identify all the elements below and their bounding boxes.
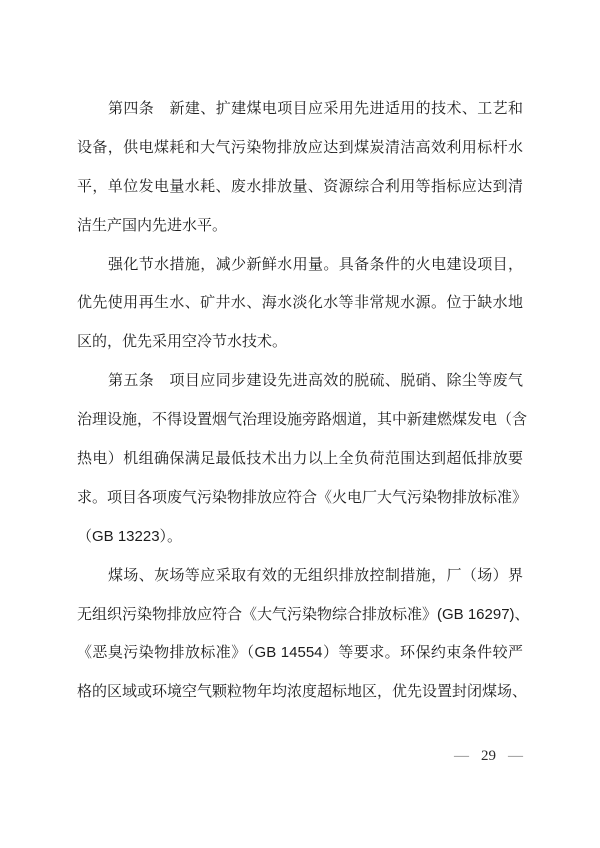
page-number	[77, 745, 523, 767]
doc-line: （GB 13223）。	[77, 527, 183, 545]
doc-line: 热电）机组确保满足最低技术出力以上全负荷范围达到超低排放要	[77, 450, 523, 468]
doc-line: 优先使用再生水、矿井水、海水淡化水等非常规水源。位于缺水地	[77, 294, 523, 312]
doc-line: 无组织污染物排放应符合《大气污染物综合排放标准》(GB 16297)、	[77, 605, 530, 623]
doc-line: 洁生产国内先进水平。	[77, 216, 228, 234]
doc-line: 《恶臭污染物排放标准》（GB 14554）等要求。环保约束条件较严	[77, 644, 523, 662]
doc-line: 设备，供电煤耗和大气污染物排放应达到煤炭清洁高效利用标杆水	[77, 138, 523, 156]
doc-line: 平，单位发电量水耗、废水排放量、资源综合利用等指标应达到清	[77, 177, 523, 195]
page-number-dash-right: —	[508, 748, 523, 764]
doc-line: 强化节水措施，减少新鲜水用量。具备条件的火电建设项目，	[108, 255, 523, 273]
doc-line: 格的区域或环境空气颗粒物年均浓度超标地区，优先设置封闭煤场、	[77, 683, 528, 701]
doc-line: 求。项目各项废气污染物排放应符合《火电厂大气污染物排放标准》	[77, 488, 528, 506]
doc-line: 区的，优先采用空冷节水技术。	[77, 333, 288, 351]
page-number-value: 29	[481, 748, 496, 764]
doc-line: 第五条 项目应同步建设先进高效的脱硫、脱硝、除尘等废气	[108, 372, 523, 390]
page-number-dash-left: —	[454, 748, 469, 764]
doc-line: 第四条 新建、扩建煤电项目应采用先进适用的技术、工艺和	[108, 100, 523, 117]
doc-line: 煤场、灰场等应采取有效的无组织排放控制措施，厂（场）界	[108, 566, 523, 584]
doc-line: 治理设施，不得设置烟气治理设施旁路烟道，其中新建燃煤发电（含	[77, 411, 528, 429]
document-body	[77, 90, 530, 712]
